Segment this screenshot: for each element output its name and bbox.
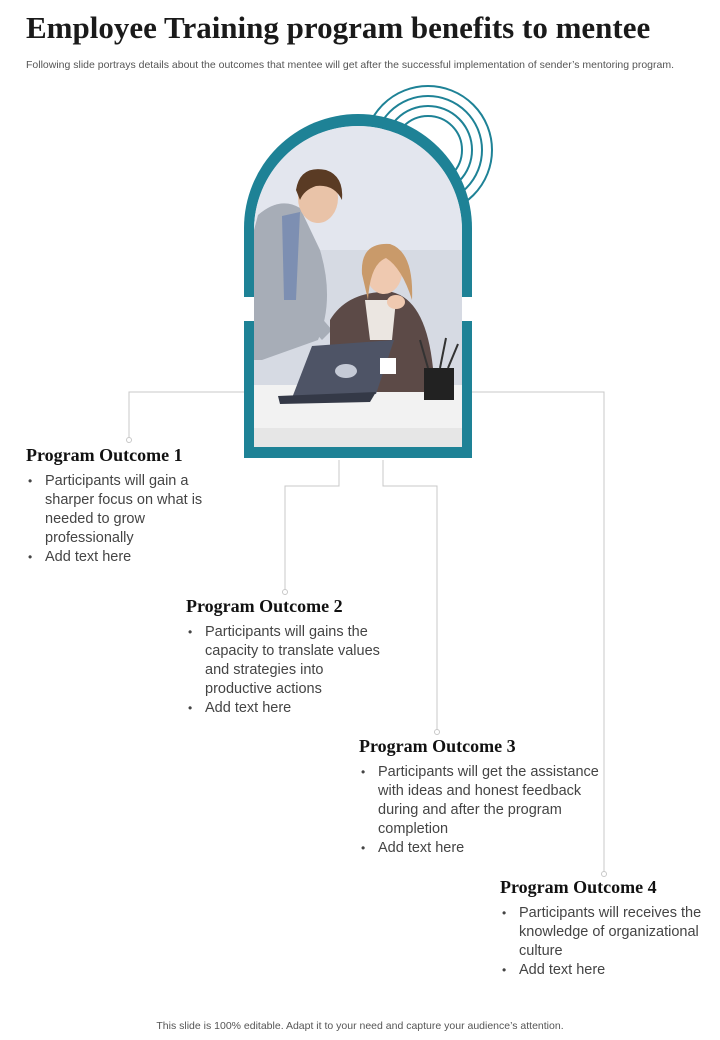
outcome-heading: Program Outcome 2 xyxy=(186,596,343,616)
outcome-point: • Participants will receives the knowledge of organizational culture xyxy=(500,904,710,961)
outcome-list xyxy=(359,763,599,858)
outcome-point: • Participants will gain a sharper focus on what is needed to grow professionally xyxy=(26,472,236,548)
outcome-point: • Add text here xyxy=(359,839,599,858)
footer-note: This slide is 100% editable. Adapt it to your need and capture your audience’s attention. xyxy=(156,1020,564,1032)
program-outcome-1 xyxy=(26,445,236,567)
outcome-heading: Program Outcome 4 xyxy=(500,877,657,897)
outcome-heading: Program Outcome 1 xyxy=(26,445,183,465)
program-outcome-3 xyxy=(359,736,599,858)
page-subtitle: Following slide portrays details about the outcomes that mentee will get after the successful implementation of sender’s mentoring program. xyxy=(26,59,675,71)
program-outcome-2 xyxy=(186,596,386,718)
outcome-point: • Add text here xyxy=(186,699,386,718)
outcome-point: • Add text here xyxy=(500,961,710,980)
program-outcome-4 xyxy=(500,877,710,980)
outcome-point: • Participants will gains the capacity to translate values and strategies into productive actions xyxy=(186,623,386,699)
outcome-list xyxy=(500,904,710,980)
outcome-list xyxy=(26,472,236,567)
page-title: Employee Training program benefits to mentee xyxy=(26,10,651,45)
outcome-point: • Add text here xyxy=(26,548,236,567)
outcome-point: • Participants will get the assistance with ideas and honest feedback during and after the program completion xyxy=(359,763,599,839)
outcome-heading: Program Outcome 3 xyxy=(359,736,516,756)
outcome-list xyxy=(186,623,386,718)
